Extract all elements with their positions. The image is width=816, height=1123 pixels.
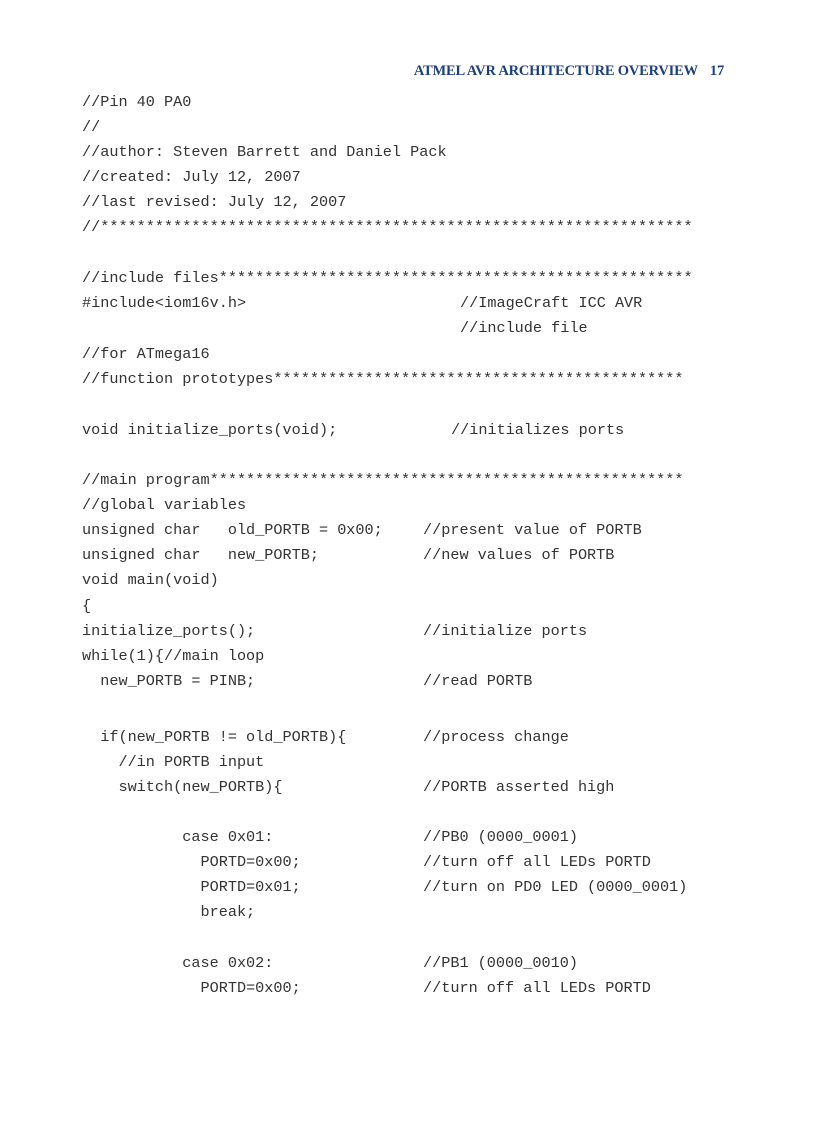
code-comment: //include file (460, 319, 588, 337)
code-line (82, 876, 688, 898)
code-line (82, 216, 693, 238)
code-line (82, 952, 578, 974)
code-line (82, 469, 684, 491)
code-text: // (82, 118, 101, 136)
code-line (82, 91, 191, 113)
code-text: //last revised: July 12, 2007 (82, 193, 347, 211)
code-comment: //PORTB asserted high (423, 778, 615, 796)
code-text: //***************************************************************** (82, 218, 693, 236)
header-title: ATMEL AVR ARCHITECTURE OVERVIEW (413, 63, 698, 79)
code-comment: //initialize ports (423, 622, 588, 640)
code-text: #include<iom16v.h> (82, 294, 247, 312)
code-text: case 0x01: (82, 828, 274, 846)
code-text: switch(new_PORTB){ (82, 778, 283, 796)
code-text: //global variables (82, 496, 247, 514)
code-text: //include files**************************************************** (82, 269, 693, 287)
code-comment: //ImageCraft ICC AVR (460, 294, 643, 312)
code-text: //main program**************************************************** (82, 471, 684, 489)
code-line (82, 620, 588, 642)
code-text: PORTD=0x01; (82, 878, 301, 896)
code-line (82, 645, 264, 667)
code-line (82, 116, 100, 138)
code-line (82, 751, 264, 773)
code-comment: //PB1 (0000_0010) (423, 954, 578, 972)
code-comment: //turn off all LEDs PORTD (423, 853, 651, 871)
code-line (82, 670, 533, 692)
code-text: //for ATmega16 (82, 345, 210, 363)
code-comment: //read PORTB (423, 672, 533, 690)
code-text: break; (82, 903, 256, 921)
code-line (82, 343, 210, 365)
code-text: //author: Steven Barrett and Daniel Pack (82, 143, 447, 161)
code-text: new_PORTB = PINB; (82, 672, 256, 690)
code-comment: //initializes ports (451, 421, 625, 439)
code-text: //created: July 12, 2007 (82, 168, 301, 186)
code-line (82, 494, 246, 516)
code-line (82, 544, 615, 566)
code-comment: //PB0 (0000_0001) (423, 828, 578, 846)
code-line (82, 569, 219, 591)
code-line (82, 368, 684, 390)
code-text: case 0x02: (82, 954, 274, 972)
code-line (82, 776, 615, 798)
code-line (82, 851, 651, 873)
code-text: initialize_ports(); (82, 622, 256, 640)
code-text: { (82, 597, 92, 615)
code-comment: //turn off all LEDs PORTD (423, 979, 651, 997)
code-line (82, 191, 346, 213)
code-text: while(1){//main loop (82, 647, 265, 665)
code-text: void main(void) (82, 571, 219, 589)
code-line (82, 595, 91, 617)
page-number: 17 (709, 63, 724, 79)
code-line (82, 826, 578, 848)
code-line (82, 141, 447, 163)
code-line (82, 292, 643, 314)
code-comment: //present value of PORTB (423, 521, 642, 539)
code-line (82, 166, 301, 188)
code-text: unsigned char old_PORTB = 0x00; (82, 521, 383, 539)
code-text: PORTD=0x00; (82, 853, 301, 871)
code-text: void initialize_ports(void); (82, 421, 338, 439)
code-line (82, 419, 625, 441)
code-comment: //turn on PD0 LED (0000_0001) (423, 878, 688, 896)
code-comment: //process change (423, 728, 569, 746)
code-text: unsigned char new_PORTB; (82, 546, 319, 564)
code-text: if(new_PORTB != old_PORTB){ (82, 728, 347, 746)
code-text: //function prototypes********************************************* (82, 370, 684, 388)
code-line (82, 519, 642, 541)
code-line (82, 726, 569, 748)
code-line (82, 267, 693, 289)
code-text: //Pin 40 PA0 (82, 93, 192, 111)
code-line (82, 901, 255, 923)
code-text: //in PORTB input (82, 753, 265, 771)
code-text: PORTD=0x00; (82, 979, 301, 997)
code-line (82, 977, 651, 999)
code-comment: //new values of PORTB (423, 546, 615, 564)
